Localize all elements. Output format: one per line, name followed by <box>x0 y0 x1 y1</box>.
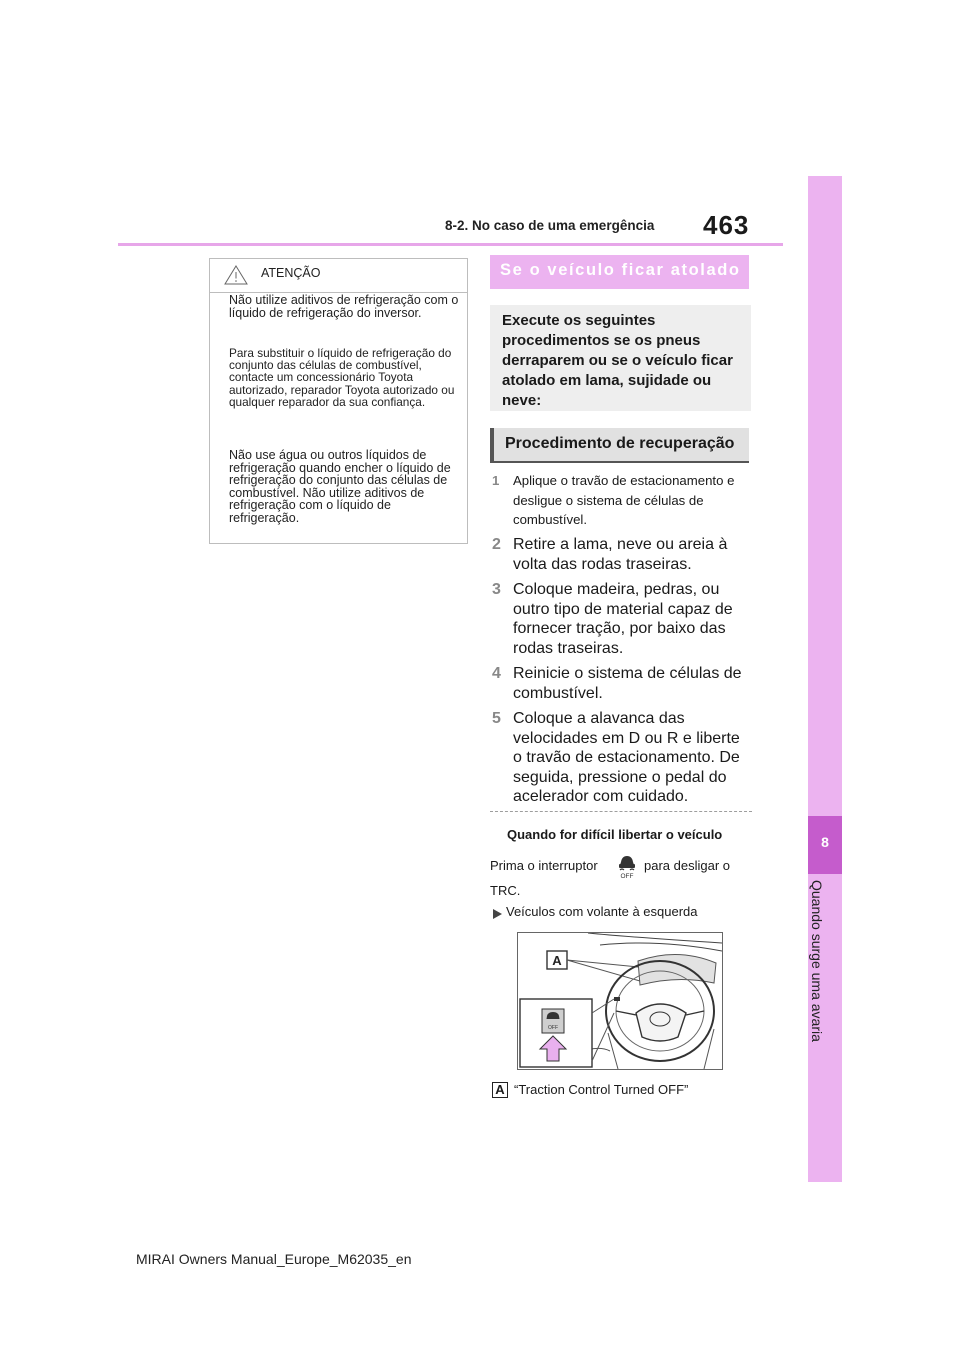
footer-text: MIRAI Owners Manual_Europe_M62035_en <box>136 1251 412 1267</box>
instruction-text-cont: para desligar o <box>644 858 730 873</box>
illustration-label-a: A <box>552 953 562 968</box>
subsection-heading: Quando for difícil libertar o veículo <box>507 827 723 842</box>
header-divider <box>118 243 783 246</box>
intro-box <box>490 305 751 411</box>
warning-header <box>210 259 467 293</box>
warning-paragraph: Não utilize aditivos de refrigeração com o líquido de refrigeração do inversor. <box>229 293 459 320</box>
instruction-text: Prima o interruptor <box>490 858 598 873</box>
step-text: Retire a lama, neve ou areia à volta das rodas traseiras. <box>513 536 728 573</box>
intro-text: Execute os seguintes procedimentos se os pneus derraparem ou se o veículo ficar atolado em lama, sujidade ou neve: <box>502 312 733 409</box>
warning-paragraph: Não use água ou outros líquidos de refrigeração quando encher o líquido de refrigeração do conjunto das células de combustível. Não utilize aditivos de refrigeração com o líquido de refrigeração. <box>229 448 451 525</box>
step-text: Coloque madeira, pedras, ou outro tipo de material capaz de fornecer tração, por baixo das rodas traseiras. <box>513 581 733 657</box>
trc-off-switch-icon <box>616 853 638 884</box>
triangle-bullet-icon <box>493 906 502 924</box>
dashboard-illustration <box>517 932 723 1070</box>
warning-triangle-icon <box>224 265 248 290</box>
warning-title: ATENÇÃO <box>261 266 321 280</box>
step-number: 4 <box>492 665 501 682</box>
step-number: 2 <box>492 536 501 553</box>
subsection-divider <box>490 811 752 812</box>
chapter-title: Quando surge uma avaria <box>809 880 825 1042</box>
section-banner-title: Se o veículo ficar atolado <box>500 261 741 279</box>
warning-box <box>209 258 468 544</box>
section-title: 8-2. No caso de uma emergência <box>445 218 655 233</box>
caption-label-box: A <box>492 1082 508 1098</box>
step-text: Aplique o travão de estacionamento e desligue o sistema de células de combustível. <box>513 473 735 527</box>
instruction-text-trc: TRC. <box>490 883 521 898</box>
inset-switch-label: OFF <box>548 1025 558 1031</box>
svg-text:OFF: OFF <box>620 873 634 879</box>
vehicle-variant-label: Veículos com volante à esquerda <box>506 904 698 919</box>
page-number: 463 <box>703 210 750 240</box>
caption-text: “Traction Control Turned OFF” <box>514 1082 689 1097</box>
step-number: 5 <box>492 710 501 727</box>
section-banner <box>490 255 749 289</box>
warning-paragraph: Para substituir o líquido de refrigeração do conjunto das células de combustível, contacte um concessionário Toyota autorizado, reparador Toyota autorizado ou qualquer reparador da sua confiança. <box>229 346 455 409</box>
procedure-heading-title: Procedimento de recuperação <box>505 435 735 452</box>
chapter-number: 8 <box>821 834 829 850</box>
step-text: Coloque a alavanca das velocidades em D ou R e liberte o travão de estacionamento. De seguida, pressione o pedal do acelerador com cuidado. <box>513 710 740 805</box>
step-number: 1 <box>492 473 500 488</box>
step-number: 3 <box>492 581 501 598</box>
procedure-heading <box>490 428 749 463</box>
step-text: Reinicie o sistema de células de combustível. <box>513 665 742 702</box>
